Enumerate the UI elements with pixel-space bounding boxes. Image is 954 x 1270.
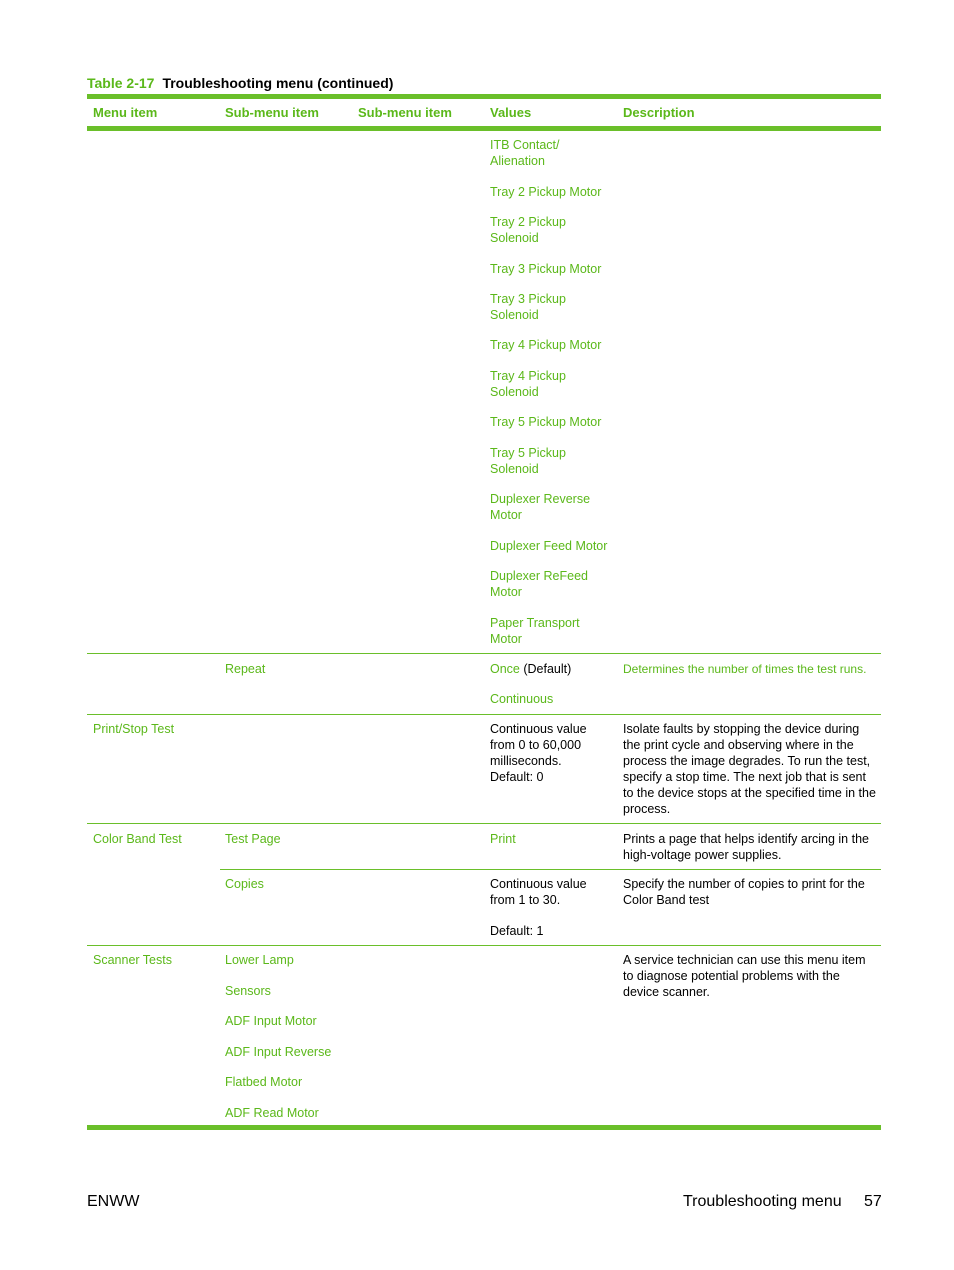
- scanner-description-line: A service technician can use this menu item: [623, 953, 866, 967]
- repeat-value-once: Once (Default): [490, 662, 572, 676]
- submenu-test-page: Test Page: [225, 832, 281, 846]
- menu-scanner-tests: Scanner Tests: [93, 953, 172, 967]
- print-stop-value-line: milliseconds.: [490, 754, 562, 768]
- value-item: Duplexer Feed Motor: [490, 539, 608, 553]
- print-stop-description-line: the print cycle and observing where in the: [623, 738, 854, 752]
- scanner-item: Lower Lamp: [225, 953, 294, 967]
- value-item: ITB Contact/: [490, 138, 560, 152]
- print-stop-value-line: Continuous value: [490, 722, 587, 736]
- repeat-value-continuous: Continuous: [490, 692, 554, 706]
- value-item: Duplexer ReFeed: [490, 569, 588, 583]
- value-item: Duplexer Reverse: [490, 492, 591, 506]
- value-item: Tray 2 Pickup: [490, 215, 566, 229]
- header-submenu-item-2: Sub-menu item: [358, 105, 452, 120]
- value-item: Solenoid: [490, 231, 539, 245]
- print-stop-value-line: Default: 0: [490, 770, 544, 784]
- value-item: Motor: [490, 508, 522, 522]
- value-item: Tray 2 Pickup Motor: [490, 185, 602, 199]
- table-caption: [87, 75, 393, 91]
- table-title: Troubleshooting menu (continued): [162, 75, 394, 91]
- value-item: Motor: [490, 585, 522, 599]
- copies-description-line: Color Band test: [623, 893, 710, 907]
- header-submenu-item-1: Sub-menu item: [225, 105, 319, 120]
- value-item: Tray 3 Pickup Motor: [490, 262, 602, 276]
- print-stop-description-line: process.: [623, 802, 671, 816]
- copies-value-line: from 1 to 30.: [490, 893, 561, 907]
- copies-description-line: Specify the number of copies to print for the: [623, 877, 865, 891]
- scanner-item: Flatbed Motor: [225, 1075, 303, 1089]
- table-bottom-rule: [87, 1125, 881, 1130]
- footer-left: ENWW: [87, 1193, 140, 1210]
- copies-value-line: Continuous value: [490, 877, 587, 891]
- value-item: Tray 4 Pickup Motor: [490, 338, 602, 352]
- print-stop-description-line: process the image degrades. To run the test,: [623, 754, 871, 768]
- row-divider: [87, 714, 881, 715]
- print-stop-description-line: specify a stop time. The next job that is sent: [623, 770, 866, 784]
- row-divider: [87, 823, 881, 824]
- scanner-item: ADF Read Motor: [225, 1106, 319, 1120]
- print-stop-value-line: from 0 to 60,000: [490, 738, 582, 752]
- scanner-item: ADF Input Reverse: [225, 1045, 332, 1059]
- scanner-item: ADF Input Motor: [225, 1014, 317, 1028]
- table-number: Table 2-17: [87, 75, 155, 91]
- value-item: Solenoid: [490, 308, 539, 322]
- submenu-copies: Copies: [225, 877, 264, 891]
- scanner-item: Sensors: [225, 984, 271, 998]
- menu-print-stop-test: Print/Stop Test: [93, 722, 175, 736]
- header-bottom-rule: [87, 126, 881, 131]
- header-values: Values: [490, 105, 532, 120]
- color-band-value-print: Print: [490, 832, 516, 846]
- header-menu-item: Menu item: [93, 105, 158, 120]
- value-item: Tray 4 Pickup: [490, 369, 566, 383]
- header-top-rule: [87, 94, 881, 99]
- scanner-description-line: to diagnose potential problems with the: [623, 969, 840, 983]
- scanner-description-line: device scanner.: [623, 985, 710, 999]
- value-item: Tray 5 Pickup Motor: [490, 415, 602, 429]
- repeat-description: Determines the number of times the test runs.: [623, 662, 867, 676]
- header-description: Description: [623, 105, 695, 120]
- value-item: Tray 3 Pickup: [490, 292, 566, 306]
- value-item: Alienation: [490, 154, 545, 168]
- row-divider: [220, 869, 881, 870]
- menu-color-band-test: Color Band Test: [93, 832, 182, 846]
- print-stop-description-line: to the device stops at the specified time in the: [623, 786, 876, 800]
- footer-section-title: Troubleshooting menu: [683, 1193, 842, 1210]
- row-divider: [87, 653, 881, 654]
- page-number: 57: [864, 1193, 882, 1210]
- value-item: Paper Transport: [490, 616, 580, 630]
- copies-value-line: Default: 1: [490, 924, 544, 938]
- color-band-print-description-line: Prints a page that helps identify arcing in the: [623, 832, 869, 846]
- submenu-repeat: Repeat: [225, 662, 266, 676]
- row-divider: [87, 945, 881, 946]
- value-item: Solenoid: [490, 385, 539, 399]
- value-item: Tray 5 Pickup: [490, 446, 566, 460]
- print-stop-description-line: Isolate faults by stopping the device during: [623, 722, 860, 736]
- value-item: Solenoid: [490, 462, 539, 476]
- color-band-print-description-line: high-voltage power supplies.: [623, 848, 782, 862]
- value-item: Motor: [490, 632, 522, 646]
